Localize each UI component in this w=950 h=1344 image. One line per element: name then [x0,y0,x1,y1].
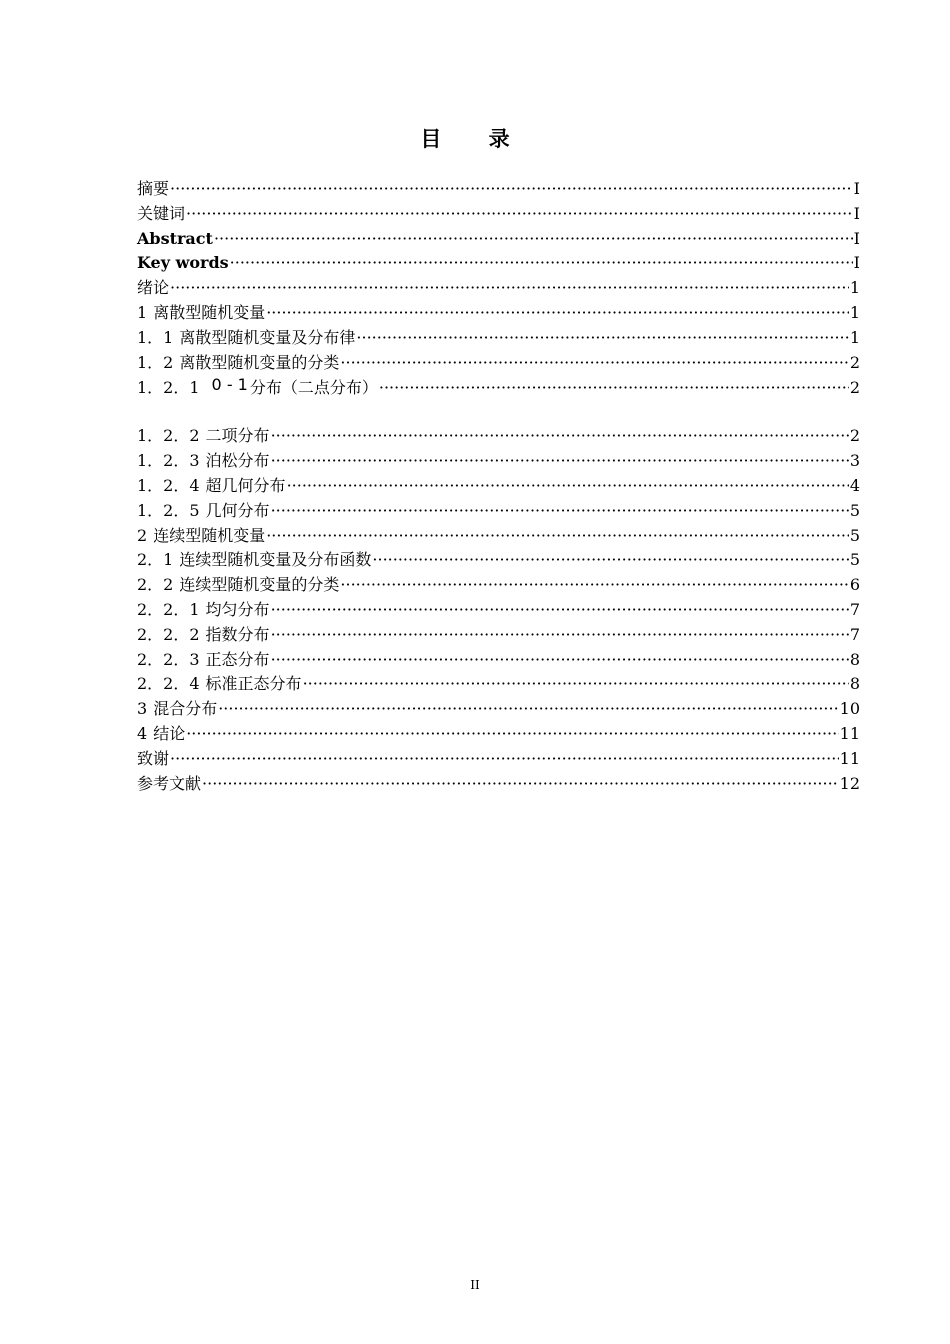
toc-entry-acknowledgements[interactable] [137,747,860,772]
toc-entry-section-2-2-1[interactable] [137,598,860,623]
toc-entry-text [137,499,270,524]
toc-entry-abstract-en[interactable] [137,227,860,252]
toc-entry-text: 绪论 [137,278,170,298]
toc-entry-title: 正态分布 [205,649,270,669]
toc-entry-title: 超几何分布 [205,475,286,495]
toc-entry-title: 均匀分布 [205,599,270,619]
toc-entry-title: 结论 [153,723,186,743]
toc-entry-title: 离散型随机变量及分布律 [179,327,356,347]
toc-entry-number: 1 [137,302,148,322]
toc-entry-section-2[interactable] [137,524,860,549]
toc-leader-dots [230,251,853,276]
toc-leader-dots [170,747,839,772]
toc-entry-section-4[interactable] [137,722,860,747]
toc-entry-number: 2．2．1 [137,599,200,619]
toc-leader-dots [202,772,839,797]
toc-leader-dots [271,449,849,474]
toc-leader-dots [303,672,849,697]
toc-leader-dots [170,177,853,202]
toc-entry-introduction[interactable] [137,276,860,301]
toc-leader-dots [287,474,849,499]
toc-entry-abstract-cn[interactable] [137,177,860,202]
toc-title: 目 录 [420,127,530,151]
toc-page-number: 3 [849,451,860,471]
toc-entry-references[interactable] [137,772,860,797]
toc-entry-text: 摘要 [137,179,170,198]
toc-entry-title: 连续型随机变量及分布函数 [179,550,372,570]
toc-entry-text [137,548,371,573]
toc-page-number: 4 [849,475,860,495]
toc-page-number: 1 [849,302,860,322]
toc-entry-text [137,326,355,351]
toc-entry-title: 离散型随机变量 [153,302,266,322]
toc-page-number: 7 [849,624,860,644]
toc-entry-text [137,722,185,747]
toc-entry-text [137,474,286,499]
toc-leader-dots [218,697,838,722]
toc-leader-dots [356,326,848,351]
toc-entry-number: 1．2 [137,352,174,372]
toc-page-number: 2 [849,378,860,398]
toc-entry-number: 2．2．4 [137,674,200,694]
toc-page-number: 11 [839,748,860,768]
toc-entry-number: 1．2．4 [137,475,200,495]
toc-entry-section-1-2[interactable] [137,351,860,376]
toc-entry-number: 3 [137,699,148,719]
toc-page-number: 8 [849,649,860,669]
toc-entry-section-2-2-3[interactable] [137,648,860,673]
toc-page-number: 6 [849,575,860,595]
toc-leader-dots [266,301,849,326]
toc-entry-text [137,672,302,697]
toc-entry-number: 1．1 [137,327,174,347]
toc-entry-section-1-2-1[interactable] [137,375,860,424]
toc-entry-section-2-2[interactable] [137,573,860,598]
toc-entry-number: 1．2．5 [137,500,200,520]
toc-page-number: 5 [849,525,860,545]
toc-entry-number: 1．2．3 [137,451,200,471]
toc-entry-text [137,598,270,623]
toc-entry-section-1-1[interactable] [137,326,860,351]
toc-leader-dots [271,623,849,648]
toc-entry-title: 二项分布 [205,426,270,446]
toc-page-number: 5 [849,500,860,520]
toc-entry-number: 2．2．3 [137,649,200,669]
toc-leader-dots [214,227,853,252]
toc-entry-text [137,424,270,449]
toc-entry-text [137,301,265,326]
toc-entry-title: 分布（二点分布） [249,378,378,398]
toc-page-number: 1 [849,327,860,347]
toc-entry-section-1-2-2[interactable] [137,424,860,449]
toc-page-number: 8 [849,674,860,694]
toc-entry-title: 离散型随机变量的分类 [179,352,340,372]
toc-leader-dots [266,524,849,549]
toc-entry-number: 1．2．2 [137,426,200,446]
toc-entry-title: 泊松分布 [205,451,270,471]
toc-page-number: 2 [849,426,860,446]
toc-entry-section-1-2-4[interactable] [137,474,860,499]
toc-entry-text: 参考文献 [137,773,202,793]
toc-entry-number: 4 [137,723,148,743]
toc-leader-dots [186,722,838,747]
toc-entry-math: 0 - 1 [211,375,248,395]
toc-entry-text [137,648,270,673]
toc-leader-dots [379,376,849,401]
toc-entry-number: 2．2 [137,575,174,595]
toc-entry-text [137,351,339,376]
toc-entry-number: 2．2．2 [137,624,200,644]
toc-page-number: 5 [849,550,860,570]
toc-entry-text [137,573,339,598]
toc-entry-section-2-2-2[interactable] [137,623,860,648]
toc-entry-title: 几何分布 [205,500,270,520]
toc-page-number: I [853,253,860,273]
toc-entry-text [137,449,270,474]
toc-leader-dots [340,351,848,376]
toc-entry-title: 混合分布 [153,699,218,719]
toc-page-number: 2 [849,352,860,372]
toc-list [137,177,860,796]
toc-entry-keywords-en[interactable] [137,251,860,276]
toc-entry-text [137,623,270,648]
toc-entry-section-2-2-4[interactable] [137,672,860,697]
toc-page-number: 11 [839,723,860,743]
toc-entry-text: Abstract [137,228,213,248]
toc-page-number: I [853,179,860,198]
toc-leader-dots [170,276,849,301]
toc-entry-number: 2 [137,525,148,545]
toc-entry-text: 关键词 [137,203,186,223]
toc-leader-dots [271,424,849,449]
toc-entry-title: 连续型随机变量 [153,525,266,545]
toc-entry-text [137,376,378,401]
toc-entry-text [137,697,217,722]
toc-leader-dots [271,648,849,673]
toc-page-number: I [853,228,860,248]
toc-leader-dots [372,548,848,573]
toc-page-number: 7 [849,599,860,619]
toc-leader-dots [271,598,849,623]
toc-leader-dots [186,202,853,227]
toc-entry-number: 2．1 [137,550,174,570]
toc-entry-text: Key words [137,253,229,273]
toc-entry-section-2-1[interactable] [137,548,860,573]
toc-entry-section-3[interactable] [137,697,860,722]
toc-leader-dots [271,499,849,524]
toc-entry-section-1-2-3[interactable] [137,449,860,474]
toc-entry-title: 标准正态分布 [205,674,302,694]
toc-entry-title: 连续型随机变量的分类 [179,575,340,595]
toc-page-number: 1 [849,278,860,298]
toc-entry-text: 致谢 [137,748,170,768]
toc-page-number: I [853,203,860,223]
toc-page-number: 10 [839,699,860,719]
toc-entry-text [137,524,265,549]
toc-entry-title: 指数分布 [205,624,270,644]
toc-leader-dots [340,573,848,598]
footer-page-number: II [470,1278,480,1292]
toc-page-number: 12 [839,773,860,793]
toc-entry-number: 1．2．1 [137,378,200,398]
toc-entry-keywords-cn[interactable] [137,202,860,227]
toc-entry-section-1-2-5[interactable] [137,499,860,524]
toc-entry-section-1[interactable] [137,301,860,326]
